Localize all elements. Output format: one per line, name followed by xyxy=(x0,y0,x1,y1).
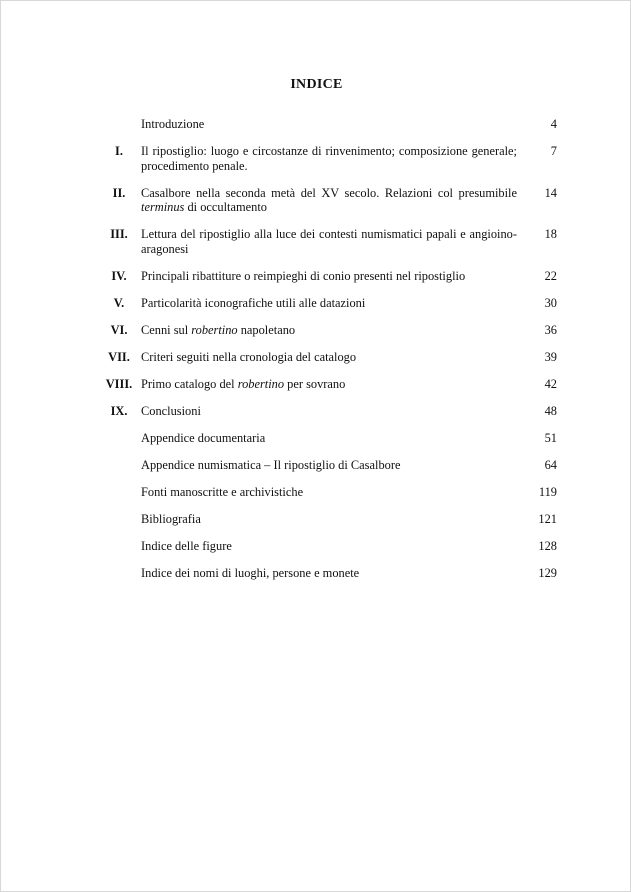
toc-entry-title-italic: robertino xyxy=(237,376,285,391)
toc-entry-title: Indice delle figure xyxy=(141,538,232,553)
toc-entry-page: 64 xyxy=(544,457,557,472)
toc-entry[interactable] xyxy=(97,404,562,419)
toc-entry-number: II. xyxy=(112,185,126,200)
toc-entry-page: 18 xyxy=(544,227,557,241)
toc-entry[interactable] xyxy=(97,539,562,554)
page-title: INDICE xyxy=(290,77,343,92)
toc-entry[interactable] xyxy=(97,323,562,338)
toc-entry-title-part: di occultamento xyxy=(184,200,267,214)
toc-entry-number: VIII. xyxy=(105,376,133,391)
toc-entry-title: Indice dei nomi di luoghi, persone e monete xyxy=(141,565,360,580)
toc-entry[interactable] xyxy=(97,186,562,215)
toc-entry-page: 119 xyxy=(538,484,557,499)
toc-entry[interactable] xyxy=(97,296,562,311)
toc-entry-title: Appendice numismatica – Il ripostiglio di Casalbore xyxy=(141,457,401,472)
toc-entry-page: 7 xyxy=(550,144,557,158)
toc-entry-page: 128 xyxy=(538,538,557,553)
toc-entry-page: 30 xyxy=(544,295,557,310)
toc-entry[interactable] xyxy=(97,458,562,473)
toc-entry-page: 129 xyxy=(538,565,557,580)
toc-entry-title: Principali ribattiture o reimpieghi di conio presenti nel ripostiglio xyxy=(141,268,466,283)
toc-entry[interactable] xyxy=(97,227,562,256)
toc-entry[interactable] xyxy=(97,431,562,446)
toc-entry-title-part: per sovrano xyxy=(284,376,346,391)
toc-entry-page: 4 xyxy=(550,117,557,131)
toc-entry-title xyxy=(141,377,517,392)
toc-entry-title: Bibliografia xyxy=(141,511,201,526)
toc-entry-page: 121 xyxy=(538,511,557,526)
toc-entry-title-part: Cenni sul xyxy=(141,322,192,337)
toc-entry-title-part: Primo catalogo del xyxy=(141,376,238,391)
toc-entry-page: 48 xyxy=(544,403,557,418)
toc-entry-number: VII. xyxy=(108,349,130,364)
toc-entry[interactable] xyxy=(97,512,562,527)
toc-entry-title: Conclusioni xyxy=(141,403,201,418)
toc-entry-title: Fonti manoscritte e archivistiche xyxy=(141,484,304,499)
toc-entry-number: III. xyxy=(110,227,128,241)
toc-entry-title xyxy=(141,323,517,338)
toc-entry-number: IV. xyxy=(111,268,127,283)
toc-entry-page: 42 xyxy=(544,376,557,391)
toc-entry-number: I. xyxy=(115,144,123,158)
toc-entry-page: 39 xyxy=(544,349,557,364)
toc-entry[interactable] xyxy=(97,117,562,132)
toc-entry-title-part: napoletano xyxy=(237,322,296,337)
toc-entry-page: 51 xyxy=(544,430,557,445)
toc-entry-title: Lettura del ripostiglio alla luce dei contesti numismatici papali e angioino-aragonesi xyxy=(141,227,517,256)
toc-entry-number: VI. xyxy=(110,322,128,337)
toc-entry-title-italic: robertino xyxy=(191,322,238,337)
toc-entry-title: Introduzione xyxy=(141,117,205,131)
toc-entry-title xyxy=(141,186,517,215)
toc-entry-title-part: Casalbore nella seconda metà del XV secolo. Relazioni col presumibile xyxy=(141,185,517,200)
toc-entry-page: 22 xyxy=(544,268,557,283)
toc-entry[interactable] xyxy=(97,144,562,173)
toc-entry[interactable] xyxy=(97,566,562,581)
toc-entry-title-italic: terminus xyxy=(141,200,185,214)
toc-entry-page: 14 xyxy=(544,185,557,200)
toc-entry-title: Appendice documentaria xyxy=(141,430,266,445)
toc-entry[interactable] xyxy=(97,269,562,284)
toc-entry-number: V. xyxy=(113,295,125,310)
toc-entry[interactable] xyxy=(97,377,562,392)
table-of-contents xyxy=(97,117,562,593)
toc-entry-page: 36 xyxy=(544,322,557,337)
toc-entry[interactable] xyxy=(97,485,562,500)
toc-entry-number: IX. xyxy=(110,403,128,418)
toc-entry[interactable] xyxy=(97,350,562,365)
toc-entry-title: Il ripostiglio: luogo e circostanze di rinvenimento; composizione generale; procedimento penale. xyxy=(141,144,517,173)
toc-entry-title: Particolarità iconografiche utili alle datazioni xyxy=(141,295,366,310)
toc-entry-title: Criteri seguiti nella cronologia del catalogo xyxy=(141,349,357,364)
